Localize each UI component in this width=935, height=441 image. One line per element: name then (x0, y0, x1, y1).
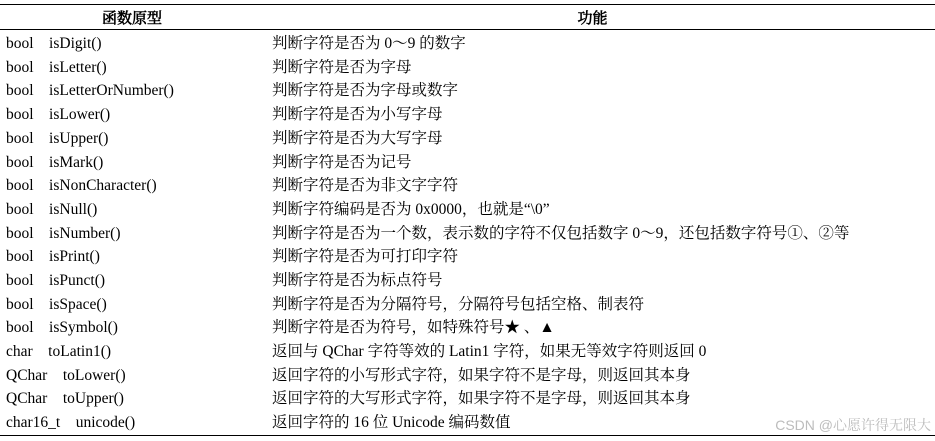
function-prototype: bool isUpper() (6, 129, 109, 147)
function-prototype: QChar toLower() (6, 366, 126, 384)
table-row (0, 127, 935, 151)
function-description: 返回字符的 16 位 Unicode 编码数值 (272, 414, 511, 432)
header-function: 功能 (577, 10, 608, 27)
table-row (0, 56, 935, 80)
function-description: 判断字符是否为非文字字符 (272, 177, 459, 195)
table-row (0, 340, 935, 364)
function-prototype: bool isLower() (6, 106, 111, 124)
function-prototype: char16_t unicode() (6, 414, 136, 432)
function-description: 判断字符是否为记号 (272, 153, 412, 171)
table-row (0, 174, 935, 198)
function-prototype: bool isNull() (6, 200, 98, 218)
table-body (0, 30, 935, 435)
table-row (0, 269, 935, 293)
function-description: 判断字符是否为一个数，表示数的字符不仅包括数字 0～9，还包括数字符号①、②等 (272, 224, 850, 242)
function-description: 返回字符的小写形式字符，如果字符不是字母，则返回其本身 (272, 366, 691, 384)
table-row (0, 364, 935, 388)
function-prototype: bool isDigit() (6, 35, 102, 53)
table-row (0, 79, 935, 103)
function-description: 判断字符编码是否为 0x0000，也就是“\0” (272, 200, 550, 218)
table-row (0, 103, 935, 127)
function-description: 判断字符是否为大写字母 (272, 129, 443, 147)
function-description: 判断字符是否为可打印字符 (272, 248, 459, 266)
function-prototype: bool isPrint() (6, 248, 100, 266)
function-description: 判断字符是否为分隔符号，分隔符号包括空格、制表符 (272, 295, 645, 313)
function-prototype: char toLatin1() (6, 343, 112, 361)
function-prototype: bool isNumber() (6, 224, 121, 242)
function-prototype: bool isSymbol() (6, 319, 118, 337)
function-description: 判断字符是否为标点符号 (272, 271, 443, 289)
table-row (0, 198, 935, 222)
table-row (0, 32, 935, 56)
table-row (0, 245, 935, 269)
function-table (0, 4, 935, 436)
function-prototype: bool isNonCharacter() (6, 177, 157, 195)
function-prototype: bool isMark() (6, 153, 104, 171)
table-row (0, 222, 935, 246)
table-row (0, 316, 935, 340)
table-row (0, 150, 935, 174)
function-description: 判断字符是否为符号，如特殊符号★ 、▲ (272, 319, 555, 337)
table-row (0, 293, 935, 317)
header-prototype: 函数原型 (101, 10, 162, 27)
function-prototype: QChar toUpper() (6, 390, 124, 408)
table-header (0, 5, 935, 29)
table-row (0, 387, 935, 411)
function-prototype: bool isSpace() (6, 295, 107, 313)
function-description: 判断字符是否为字母或数字 (272, 82, 459, 100)
watermark: CSDN @心愿许得无限大 (775, 417, 931, 433)
function-prototype: bool isLetterOrNumber() (6, 82, 174, 100)
function-description: 判断字符是否为字母 (272, 58, 412, 76)
function-description: 判断字符是否为小写字母 (272, 106, 443, 124)
function-prototype: bool isLetter() (6, 58, 107, 76)
function-description: 返回与 QChar 字符等效的 Latin1 字符，如果无等效字符则返回 0 (272, 343, 707, 361)
function-description: 返回字符的大写形式字符，如果字符不是字母，则返回其本身 (272, 390, 691, 408)
function-description: 判断字符是否为 0～9 的数字 (272, 35, 466, 53)
function-prototype: bool isPunct() (6, 271, 106, 289)
